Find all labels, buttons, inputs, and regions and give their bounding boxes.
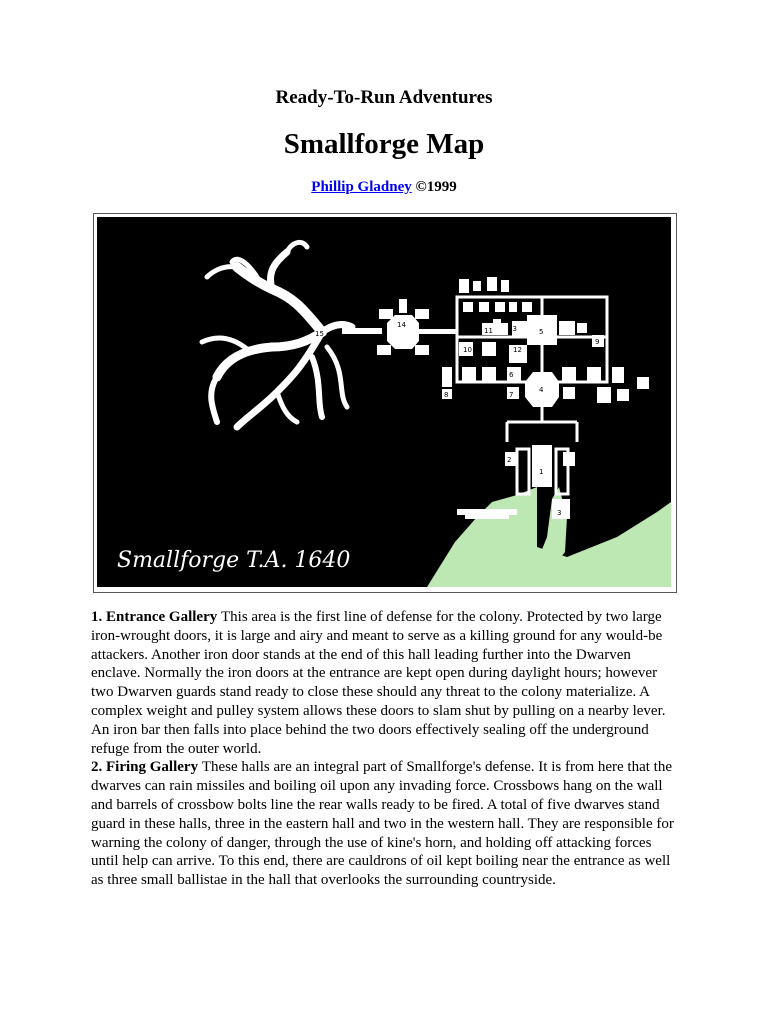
entry-entrance-gallery	[91, 608, 681, 758]
room-label: 13	[508, 325, 517, 333]
author-link[interactable]: Phillip Gladney	[311, 179, 412, 195]
entrance-gallery	[532, 445, 552, 487]
smallforge-map	[93, 213, 677, 593]
room-label: 7	[509, 391, 514, 399]
room-label: 4	[539, 386, 544, 394]
page-title: Smallforge Map	[283, 128, 485, 160]
series-heading: Ready-To-Run Adventures	[275, 87, 493, 108]
room-label: 12	[513, 346, 522, 354]
rock-background	[97, 217, 671, 587]
room-label: 2	[507, 456, 512, 464]
room-label: 11	[484, 327, 493, 335]
room-label: 14	[397, 321, 406, 329]
room-label: 6	[509, 371, 514, 379]
tunnel	[342, 328, 382, 334]
map-drawing	[97, 217, 671, 587]
room-label: 3	[557, 509, 562, 517]
copyright-text: ©1999	[415, 179, 457, 195]
entry-heading: 2. Firing Gallery	[91, 759, 202, 776]
entry-firing-gallery	[91, 758, 681, 890]
map-key-text	[91, 608, 681, 890]
entry-body: This area is the first line of defense for the colony. Protected by two large iron-wrought doors, it is large and airy and meant to serve as a killing ground for any would-be attackers. Another iron door stands at the end of this hall leading further into the Dwarven enclave. Normally the iron doors at the entrance are kept open during daylight hours; however two Dwarven guards stand ready to close these should any threat to the colony materialize. A complex weight and pulley system allows these doors to slam shut by pulling on a nearby lever. An iron bar then falls into place behind the two doors effectively sealing off the underground refuge from the outer world.	[91, 609, 666, 757]
entry-heading: 1. Entrance Gallery	[91, 609, 221, 625]
map-caption: Smallforge T.A. 1640	[117, 548, 351, 573]
room-label: 15	[315, 330, 324, 338]
room-label: 1	[539, 468, 544, 476]
room-label: 10	[463, 346, 472, 354]
room-label: 9	[595, 338, 600, 346]
room-label: 8	[444, 391, 449, 399]
room-label: 5	[539, 328, 544, 336]
entry-body: These halls are an integral part of Smallforge's defense. It is from here that the dwarves can rain missiles and boiling oil upon any invading force. Crossbows hang on the wall and barrels of crossbow bolts line the rear walls ready to be fired. A total of five dwarves stand guard in these halls, three in the eastern hall and two in the western hall. They are responsible for warning the colony of danger, through the use of kine's horn, and holding off attacking forces until help can arrive. To this end, there are cauldrons of oil kept boiling near the entrance as well as three small ballistae in the hall that overlooks the surrounding countryside.	[91, 759, 674, 889]
byline	[0, 179, 768, 196]
